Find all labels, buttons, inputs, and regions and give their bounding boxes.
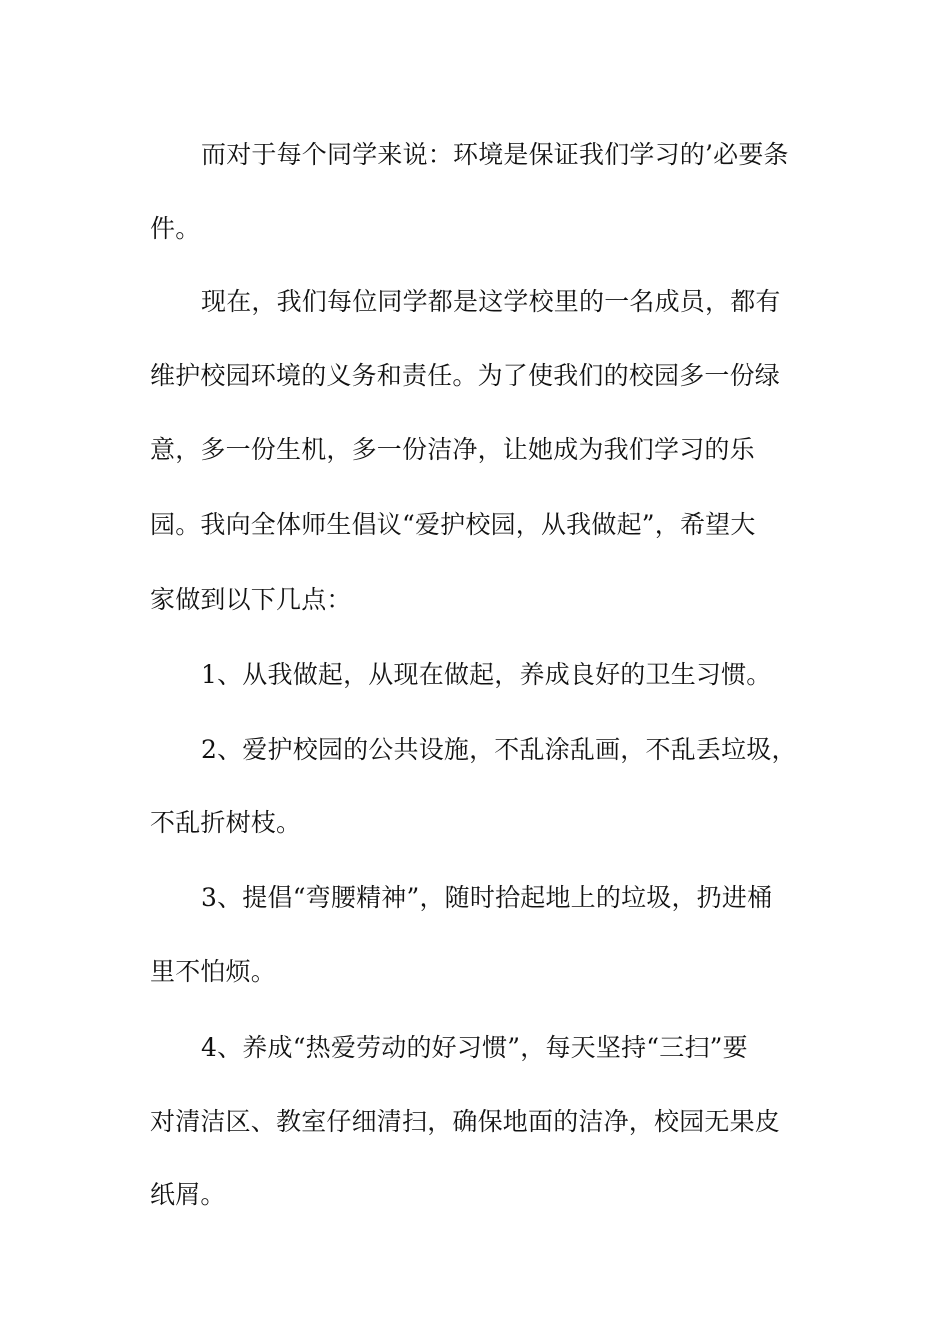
paragraph-line: 园。我向全体师生倡议“爱护校园，从我做起”，希望大 <box>150 510 756 539</box>
paragraph-line: 件。 <box>150 214 201 243</box>
paragraph-line: 而对于每个同学来说：环境是保证我们学习的’必要条 <box>201 140 789 169</box>
list-item-line: 里不怕烦。 <box>150 957 277 986</box>
list-item-line: 4、养成“热爱劳动的好习惯”，每天坚持“三扫”要 <box>201 1033 748 1062</box>
paragraph-line: 意，多一份生机，多一份洁净，让她成为我们学习的乐 <box>150 435 755 464</box>
paragraph-line: 家做到以下几点： <box>150 585 352 614</box>
list-item-line: 1、从我做起，从现在做起，养成良好的卫生习惯。 <box>201 660 772 689</box>
list-item-line: 3、提倡“弯腰精神”，随时拾起地上的垃圾，扔进桶 <box>201 883 773 912</box>
paragraph-line: 维护校园环境的义务和责任。为了使我们的校园多一份绿 <box>150 361 781 390</box>
paragraph-line: 现在，我们每位同学都是这学校里的一名成员，都有 <box>201 287 781 316</box>
list-item-line: 不乱折树枝。 <box>150 808 302 837</box>
list-item-line: 纸屑。 <box>150 1180 226 1209</box>
list-item-line: 对清洁区、教室仔细清扫，确保地面的洁净，校园无果皮 <box>150 1107 781 1136</box>
list-item-line: 2、爱护校园的公共设施，不乱涂乱画，不乱丢垃圾， <box>201 735 797 764</box>
